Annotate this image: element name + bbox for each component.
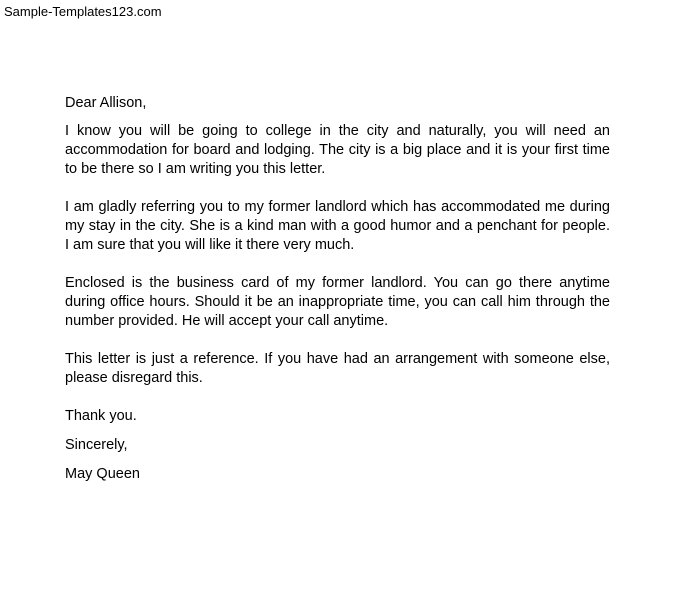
letter-body — [65, 94, 610, 484]
paragraph-3: Enclosed is the business card of my former landlord. You can go there anytime during office hours. Should it be an inappropriate time, you can call him through the number provided. He will accept your call anytime. — [65, 275, 610, 329]
paragraph-4: This letter is just a reference. If you have had an arrangement with someone else, please disregard this. — [65, 351, 610, 386]
thanks-line: Thank you. — [65, 408, 137, 424]
closing-line: Sincerely, — [65, 437, 128, 453]
salutation: Dear Allison, — [65, 95, 147, 111]
paragraph-2: I am gladly referring you to my former landlord which has accommodated me during my stay in the city. She is a kind man with a good humor and a penchant for people. I am sure that you will like it there very much. — [65, 199, 610, 253]
site-watermark: Sample-Templates123.com — [4, 4, 162, 19]
paragraph-1: I know you will be going to college in the city and naturally, you will need an accommodation for board and lodging. The city is a big place and it is your first time to be there so I am writing you this letter. — [65, 123, 610, 177]
signature: May Queen — [65, 466, 140, 482]
